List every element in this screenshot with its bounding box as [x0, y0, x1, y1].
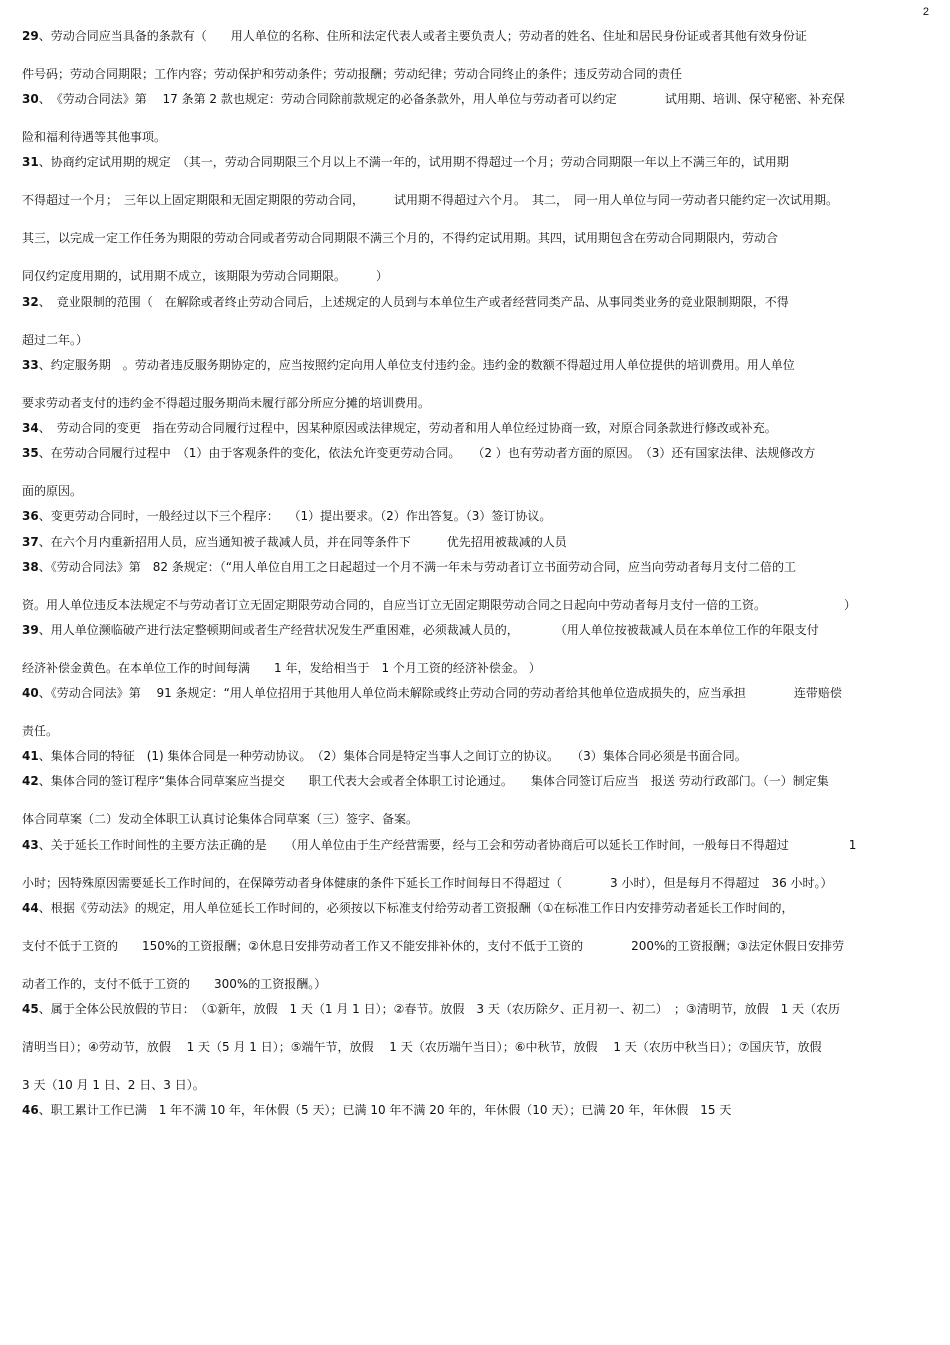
article-line	[22, 447, 930, 460]
article-text: 、劳动合同应当具备的条款有（ 用人单位的名称、住所和法定代表人或者主要负责人；劳动者的姓名、住址和居民身份证或者其他有效身份证	[38, 30, 807, 43]
article-number: 32	[22, 295, 39, 309]
article-line	[22, 1079, 930, 1092]
article-line	[22, 599, 930, 612]
article-line	[22, 775, 930, 788]
article-line	[22, 750, 930, 763]
article-line	[22, 156, 930, 169]
article-item	[22, 624, 930, 675]
article-line	[22, 397, 930, 410]
article-text: 、集体合同的签订程序“集体合同草案应当提交 职工代表大会或者全体职工讨论通过。 集体合同签订后应当 报送 劳动行政部门。（一）制定集	[38, 775, 829, 789]
article-line	[22, 687, 930, 700]
article-text: 、《劳动合同法》第 91 条规定：“用人单位招用于其他用人单位尚未解除或终止劳动合同的劳动者给其他单位造成损失的，应当承担 连带赔偿	[38, 687, 842, 701]
article-item	[22, 422, 930, 435]
document-body	[22, 30, 930, 1129]
article-text: 3 天（10 月 1 日、2 日、3 日）。	[22, 1079, 205, 1092]
article-text: 经济补偿金黄色。在本单位工作的时间每满 1 年，发给相当于 1 个月工资的经济补偿金。 ）	[22, 661, 541, 675]
article-number: 29	[22, 30, 39, 43]
article-text: 、《劳动合同法》第 82 条规定：（“用人单位自用工之日起超过一个月不满一年未与劳动者订立书面劳动合同，应当向劳动者每月支付二倍的工	[38, 560, 797, 574]
article-text: 、属于全体公民放假的节日： （①新年，放假 1 天（1 月 1 日）；②春节。放假 3 天（农历除夕、正月初一、初二） ；③清明节，放假 1 天（农历	[38, 1003, 841, 1016]
article-text: 其三，以完成一定工作任务为期限的劳动合同或者劳动合同期限不满三个月的，不得约定试用期。其四，试用期包含在劳动合同期限内，劳动合	[22, 232, 779, 246]
article-item	[22, 359, 930, 410]
article-text: 、关于延长工作时间性的主要方法正确的是 （用人单位由于生产经营需要，经与工会和劳动者协商后可以延长工作时间，一般每日不得超过 1	[38, 838, 857, 852]
article-item	[22, 561, 930, 612]
page-number: 2	[922, 6, 929, 18]
article-line	[22, 232, 930, 245]
article-line	[22, 536, 930, 549]
article-number: 43	[22, 838, 39, 852]
article-text: 体合同草案（二）发动全体职工认真讨论集体合同草案（三）签字、备案。	[22, 813, 419, 827]
article-item	[22, 902, 930, 991]
article-line	[22, 422, 930, 435]
article-text: 动者工作的，支付不低于工资的 300%的工资报酬。）	[22, 977, 327, 991]
article-number: 33	[22, 358, 39, 372]
article-line	[22, 813, 930, 826]
article-line	[22, 877, 930, 890]
article-line	[22, 131, 930, 144]
article-item	[22, 750, 930, 763]
article-line	[22, 30, 930, 43]
article-text: 、在劳动合同履行过程中 （1）由于客观条件的变化，依法允许变更劳动合同。 （2 ）也有劳动者方面的原因。 （3）还有国家法律、法规修改方	[38, 447, 816, 461]
article-text: 不得超过一个月； 三年以上固定期限和无固定期限的劳动合同， 试用期不得超过六个月。 其二， 同一用人单位与同一劳动者只能约定一次试用期。	[22, 194, 839, 208]
article-item	[22, 536, 930, 549]
article-item	[22, 510, 930, 523]
article-item	[22, 93, 930, 144]
article-line	[22, 296, 930, 309]
article-number: 34	[22, 421, 39, 435]
article-number: 42	[22, 775, 39, 789]
article-text: 、在六个月内重新招用人员，应当通知被子裁减人员，并在同等条件下 优先招用被裁减的人员	[38, 535, 567, 549]
article-item	[22, 775, 930, 826]
article-line	[22, 561, 930, 574]
article-text: 资。用人单位违反本法规定不与劳动者订立无固定期限劳动合同的，自应当订立无固定期限劳动合同之日起向中劳动者每月支付一倍的工资。 ）	[22, 598, 857, 612]
article-line	[22, 334, 930, 347]
article-line	[22, 270, 930, 283]
article-line	[22, 1041, 930, 1054]
article-text: 件号码；劳动合同期限；工作内容；劳动保护和劳动条件；劳动报酬；劳动纪律；劳动合同终止的条件；违反劳动合同的责任	[22, 68, 683, 81]
article-item	[22, 30, 930, 81]
article-line	[22, 68, 930, 81]
article-item	[22, 1104, 930, 1117]
article-text: 、 《劳动合同法》第 17 条第 2 款也规定：劳动合同除前款规定的必备条款外，用人单位与劳动者可以约定 试用期、培训、保守秘密、补充保	[38, 93, 845, 107]
article-item	[22, 1003, 930, 1092]
article-text: 小时；因特殊原因需要延长工作时间的，在保障劳动者身体健康的条件下延长工作时间每日不得超过（ 3 小时），但是每月不得超过 36 小时。）	[22, 876, 833, 890]
article-line	[22, 1003, 930, 1016]
article-text: 责任。	[22, 725, 59, 739]
article-text: 、 竞业限制的范围（ 在解除或者终止劳动合同后，上述规定的人员到与本单位生产或者经营同类产品、从事同类业务的竞业限制期限，不得	[38, 295, 789, 309]
article-item	[22, 839, 930, 890]
article-text: 、根据《劳动法》的规定，用人单位延长工作时间的，必须按以下标准支付给劳动者工资报酬（①在标准工作日内安排劳动者延长工作时间的，	[38, 901, 794, 915]
article-text: 要求劳动者支付的违约金不得超过服务期尚未履行部分所应分摊的培训费用。	[22, 396, 431, 410]
article-line	[22, 839, 930, 852]
article-text: 支付不低于工资的 150%的工资报酬；②休息日安排劳动者工作又不能安排补休的，支付不低于工资的 200%的工资报酬；③法定休假日安排劳	[22, 939, 845, 953]
article-line	[22, 359, 930, 372]
article-number: 36	[22, 510, 39, 524]
article-text: 、约定服务期 。劳动者违反服务期协定的，应当按照约定向用人单位支付违约金。违约金的数额不得超过用人单位提供的培训费用。用人单位	[38, 358, 795, 372]
article-line	[22, 510, 930, 523]
article-number: 46	[22, 1104, 39, 1118]
article-item	[22, 687, 930, 738]
article-number: 39	[22, 623, 39, 637]
article-number: 30	[22, 93, 39, 107]
article-text: 、职工累计工作已满 1 年不满 10 年，年休假（5 天）；已满 10 年不满 20 年的，年休假（10 天）；已满 20 年，年休假 15 天	[38, 1104, 732, 1118]
article-text: 、 劳动合同的变更 指在劳动合同履行过程中，因某种原因或法律规定，劳动者和用人单位经过协商一致，对原合同条款进行修改或补充。	[38, 421, 777, 435]
article-text: 、协商约定试用期的规定 （其一，劳动合同期限三个月以上不满一年的，试用期不得超过一个月；劳动合同期限一年以上不满三年的，试用期	[38, 156, 789, 170]
article-line	[22, 725, 930, 738]
article-line	[22, 194, 930, 207]
article-number: 35	[22, 447, 39, 461]
article-line	[22, 1104, 930, 1117]
article-number: 44	[22, 901, 39, 915]
article-text: 、集体合同的特征 (1) 集体合同是一种劳动协议。 （2）集体合同是特定当事人之间订立的协议。 （3）集体合同必须是书面合同。	[38, 750, 747, 764]
article-number: 37	[22, 535, 39, 549]
article-number: 38	[22, 560, 39, 574]
article-item	[22, 447, 930, 498]
article-item	[22, 296, 930, 347]
article-number: 41	[22, 750, 39, 764]
article-line	[22, 624, 930, 637]
article-line	[22, 902, 930, 915]
article-number: 40	[22, 687, 39, 701]
article-line	[22, 485, 930, 498]
article-line	[22, 662, 930, 675]
article-text: 超过二年。）	[22, 333, 89, 347]
article-item	[22, 156, 930, 283]
article-text: 、变更劳动合同时，一般经过以下三个程序： （1）提出要求。（2）作出答复。（3）签订协议。	[38, 510, 552, 524]
article-line	[22, 978, 930, 991]
article-text: 同仅约定度用期的，试用期不成立，该期限为劳动合同期限。 ）	[22, 270, 389, 284]
article-line	[22, 940, 930, 953]
article-text: 险和福利待遇等其他事项。	[22, 131, 167, 145]
article-text: 面的原因。	[22, 485, 83, 499]
article-text: 清明当日）；④劳动节，放假 1 天（5 月 1 日）；⑤端午节，放假 1 天（农历端午当日）；⑥中秋节，放假 1 天（农历中秋当日）；⑦国庆节，放假	[22, 1041, 822, 1054]
article-text: 、用人单位濒临破产进行法定整顿期间或者生产经营状况发生严重困难，必须裁减人员的， （用人单位按被裁减人员在本单位工作的年限支付	[38, 623, 819, 637]
article-line	[22, 93, 930, 106]
article-number: 45	[22, 1003, 39, 1016]
article-number: 31	[22, 156, 39, 170]
